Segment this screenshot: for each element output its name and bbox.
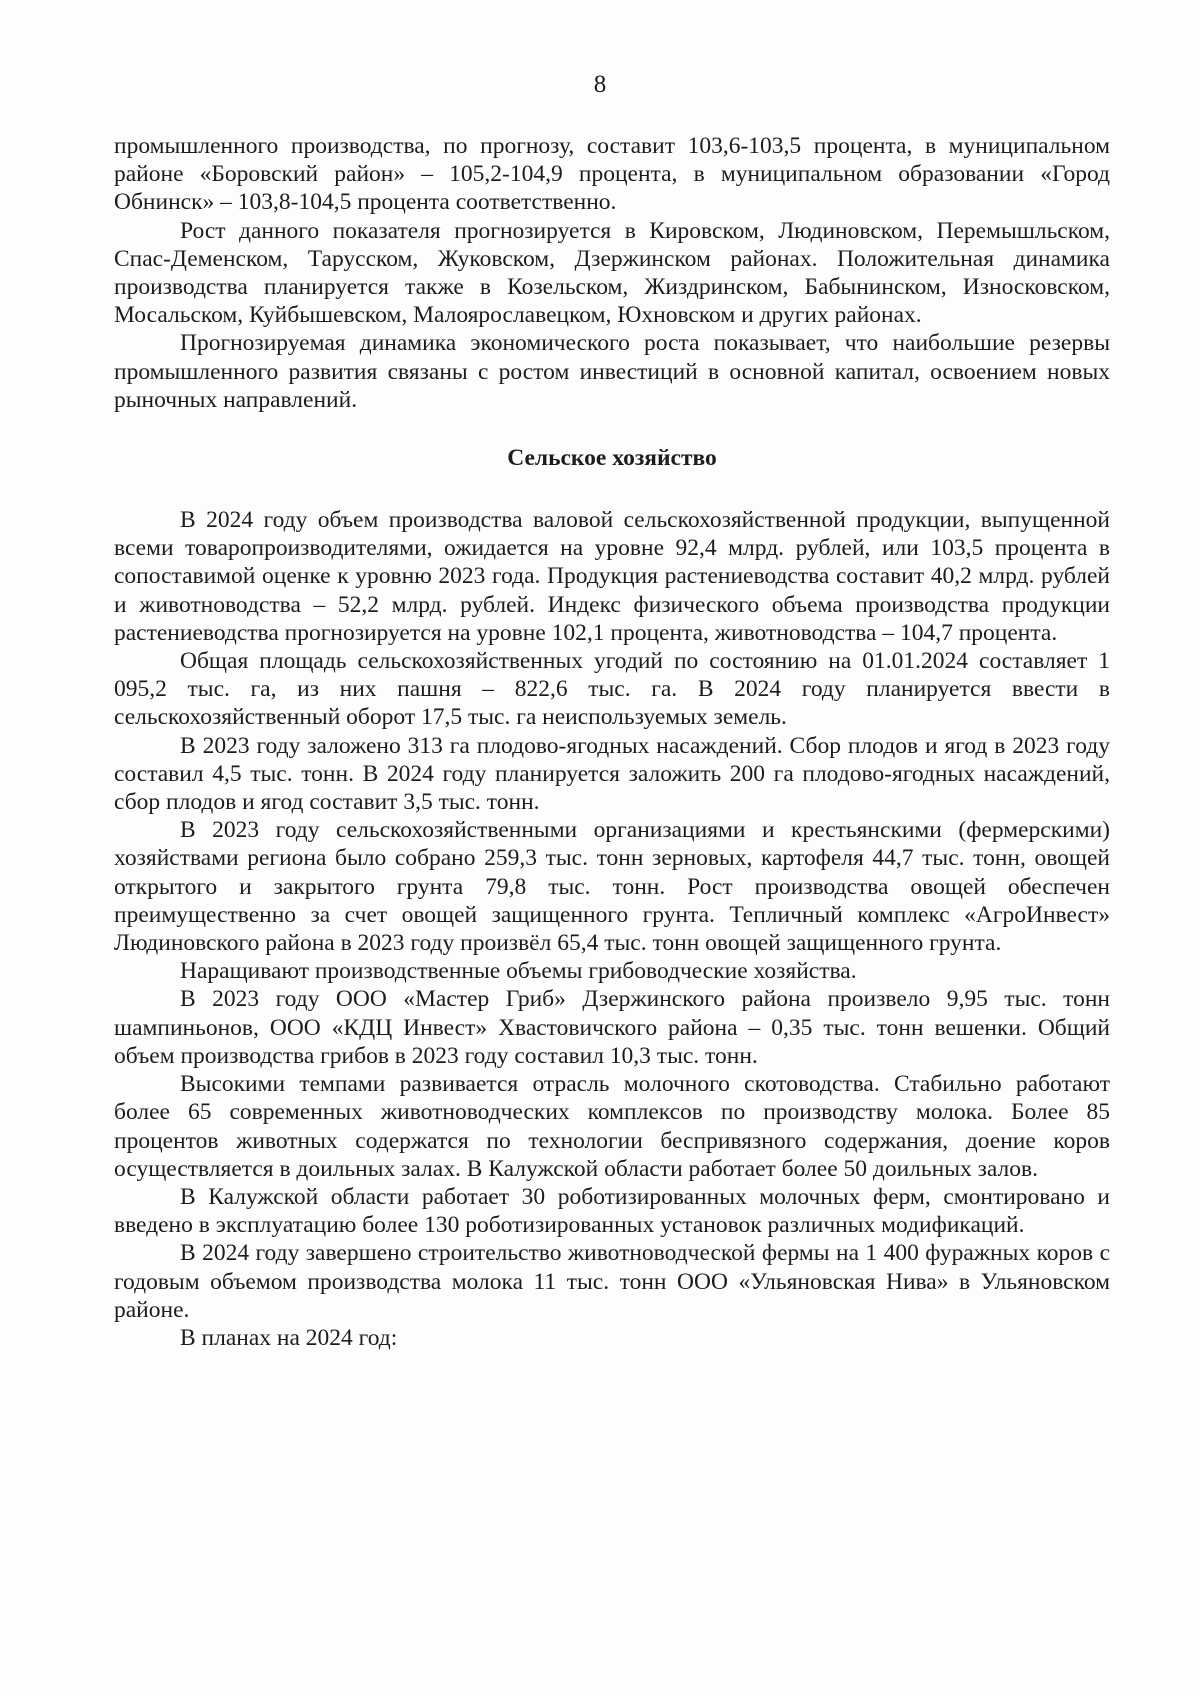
paragraph-orchards: В 2023 году заложено 313 га плодово-ягодных насаждений. Сбор плодов и ягод в 2023 году составил 4,5 тыс. тонн. В 2024 году планируется заложить 200 га плодово-ягодных насаждений, сбор плодов и ягод составит 3,5 тыс. тонн.: [114, 732, 1110, 816]
paragraph-agri-output: В 2024 году объем производства валовой сельскохозяйственной продукции, выпущенной всеми товаропроизводителями, ожидается на уровне 92,4 млрд. рублей, или 103,5 процента в сопоставимой оценке к уровню 2023 года. Продукция растениеводства составит 40,2 млрд. рублей и животноводства – 52,2 млрд. рублей. Индекс физического объема производства продукции растениеводства прогнозируется на уровне 102,1 процента, животноводства – 104,7 процента.: [114, 507, 1110, 646]
paragraph-mushrooms-intro: Наращивают производственные объемы грибоводческие хозяйства.: [180, 958, 857, 985]
paragraph-growth-districts: Рост данного показателя прогнозируется в Кировском, Людиновском, Перемышльском, Спас-Деменском, Тарусском, Жуковском, Дзержинском районах. Положительная динамика производства планируется также в Козельском, Жиздринском, Бабынинском, Износковском, Мосальском, Куйбышевском, Малоярославецком, Юхновском и других районах.: [114, 217, 1110, 329]
paragraph-plans-2024: В планах на 2024 год:: [180, 1324, 398, 1351]
paragraph-new-farm: В 2024 году завершено строительство животноводческой фермы на 1 400 фуражных коров с годовым объемом производства молока 11 тыс. тонн ООО «Ульяновская Нива» в Ульяновском районе.: [114, 1240, 1110, 1323]
paragraph-mushrooms-output: В 2023 году ООО «Мастер Гриб» Дзержинского района произвело 9,95 тыс. тонн шампиньонов, ООО «КДЦ Инвест» Хвастовичского района – 0,35 тыс. тонн вешенки. Общий объем производства грибов в 2023 году составил 10,3 тыс. тонн.: [114, 986, 1110, 1069]
paragraph-growth-dynamics: Прогнозируемая динамика экономического роста показывает, что наибольшие резервы промышленного развития связаны с ростом инвестиций в основной капитал, освоением новых рыночных направлений.: [114, 330, 1110, 413]
paragraph-dairy: Высокими темпами развивается отрасль молочного скотоводства. Стабильно работают более 65 современных животноводческих комплексов по производству молока. Более 85 процентов животных содержатся по технологии беспривязного содержания, доение коров осуществляется в доильных залах. В Калужской области работает более 50 доильных залов.: [114, 1071, 1110, 1182]
paragraph-agri-land: Общая площадь сельскохозяйственных угодий по состоянию на 01.01.2024 составляет 1 095,2 тыс. га, из них пашня – 822,6 тыс. га. В 2024 году планируется ввести в сельскохозяйственный оборот 17,5 тыс. га неиспользуемых земель.: [114, 648, 1110, 731]
paragraph-harvest: В 2023 году сельскохозяйственными организациями и крестьянскими (фермерскими) хозяйствами региона было собрано 259,3 тыс. тонн зерновых, картофеля 44,7 тыс. тонн, овощей открытого и закрытого грунта 79,8 тыс. тонн. Рост производства овощей обеспечен преимущественно за счет овощей защищенного грунта. Тепличный комплекс «АгроИнвест» Людиновского района в 2023 году произвёл 65,4 тыс. тонн овощей защищенного грунта.: [114, 817, 1110, 957]
paragraph-industry-forecast: промышленного производства, по прогнозу, составит 103,6-103,5 процента, в муниципальном районе «Боровский район» – 105,2-104,9 процента, в муниципальном образовании «Город Обнинск» – 103,8-104,5 процента соответственно.: [114, 133, 1110, 216]
document-body: [114, 132, 1110, 1352]
paragraph-robotic-farms: В Калужской области работает 30 роботизированных молочных ферм, смонтировано и введено в эксплуатацию более 130 роботизированных установок различных модификаций.: [114, 1183, 1110, 1239]
page-number: 8: [593, 71, 607, 98]
section-heading: Сельское хозяйство: [507, 445, 717, 472]
